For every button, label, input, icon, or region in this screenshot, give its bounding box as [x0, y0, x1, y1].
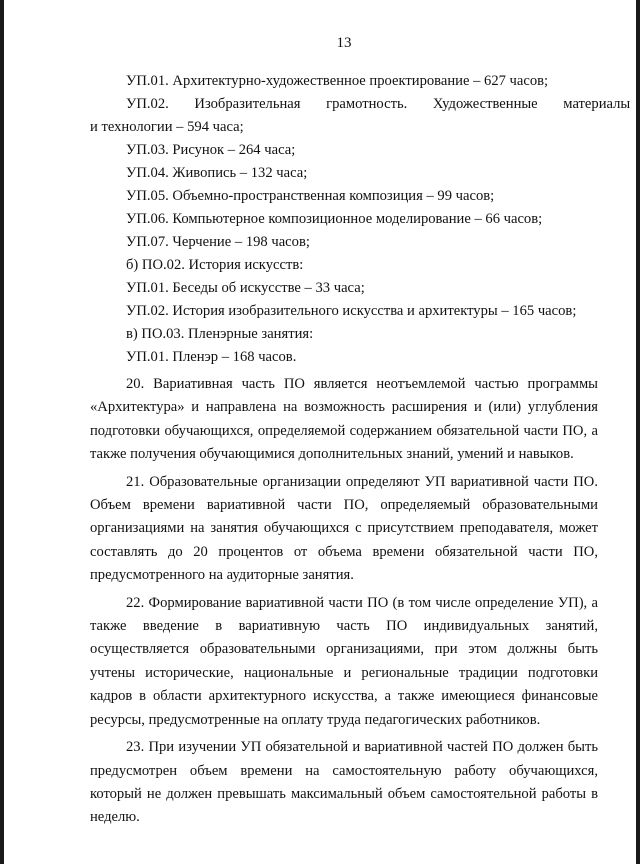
paragraph-23: 23. При изучении УП обязательной и вариативной частей ПО должен быть предусмотрен объем времени на самостоятельную работу обучающихся, который не должен превышать максимальный объем самостоятельной работы в неделю.	[90, 739, 598, 826]
list-item: УП.01. Архитектурно-художественное проектирование – 627 часов;	[126, 73, 549, 89]
paragraph-21: 21. Образовательные организации определяют УП вариативной части ПО. Объем времени вариативной части ПО, определяемый образовательными организациями на занятия обучающихся с присутствием преподавателя, может составлять до 20 процентов от объема времени обязательной части ПО, предусмотренного на аудиторные занятия.	[90, 473, 598, 584]
paragraph-20: 20. Вариативная часть ПО является неотъемлемой частью программы «Архитектура» и направлена на возможность расширения и (или) углубления подготовки обучающихся, определяемой содержанием обязательной части ПО, а также получения обучающимися дополнительных знаний, умений и навыков.	[90, 376, 598, 463]
list-item: УП.02. История изобразительного искусства и архитектуры – 165 часов;	[126, 303, 577, 319]
page-number: 13	[336, 35, 352, 51]
list-item: УП.04. Живопись – 132 часа;	[126, 165, 308, 181]
scan-edge-right	[636, 0, 640, 864]
paragraph-22: 22. Формирование вариативной части ПО (в том числе определение УП), а также введение в вариативную часть ПО индивидуальных занятий, осуществляется образовательными организациями, при этом должны быть учтены исторические, национальные и региональные традиции подготовки кадров в области архитектурного искусства, а также имеющиеся финансовые ресурсы, предусмотренные на оплату труда педагогических работников.	[90, 594, 598, 728]
section-heading: в) ПО.03. Пленэрные занятия:	[126, 326, 314, 342]
list-item: УП.06. Компьютерное композиционное моделирование – 66 часов;	[126, 211, 543, 227]
list-item: УП.01. Беседы об искусстве – 33 часа;	[126, 280, 365, 296]
course-hours-list	[90, 70, 631, 369]
scan-edge-left	[0, 0, 4, 864]
list-item: УП.03. Рисунок – 264 часа;	[126, 142, 296, 158]
list-item: УП.01. Пленэр – 168 часов.	[126, 349, 297, 365]
list-item: УП.05. Объемно-пространственная композиция – 99 часов;	[126, 188, 495, 204]
document-page	[90, 34, 631, 830]
list-item: УП.07. Черчение – 198 часов;	[126, 234, 310, 250]
section-heading: б) ПО.02. История искусств:	[126, 257, 304, 273]
list-item-continuation: и технологии – 594 часа;	[90, 119, 244, 135]
list-item: УП.02. Изобразительная грамотность. Художественные материалы	[126, 96, 631, 112]
